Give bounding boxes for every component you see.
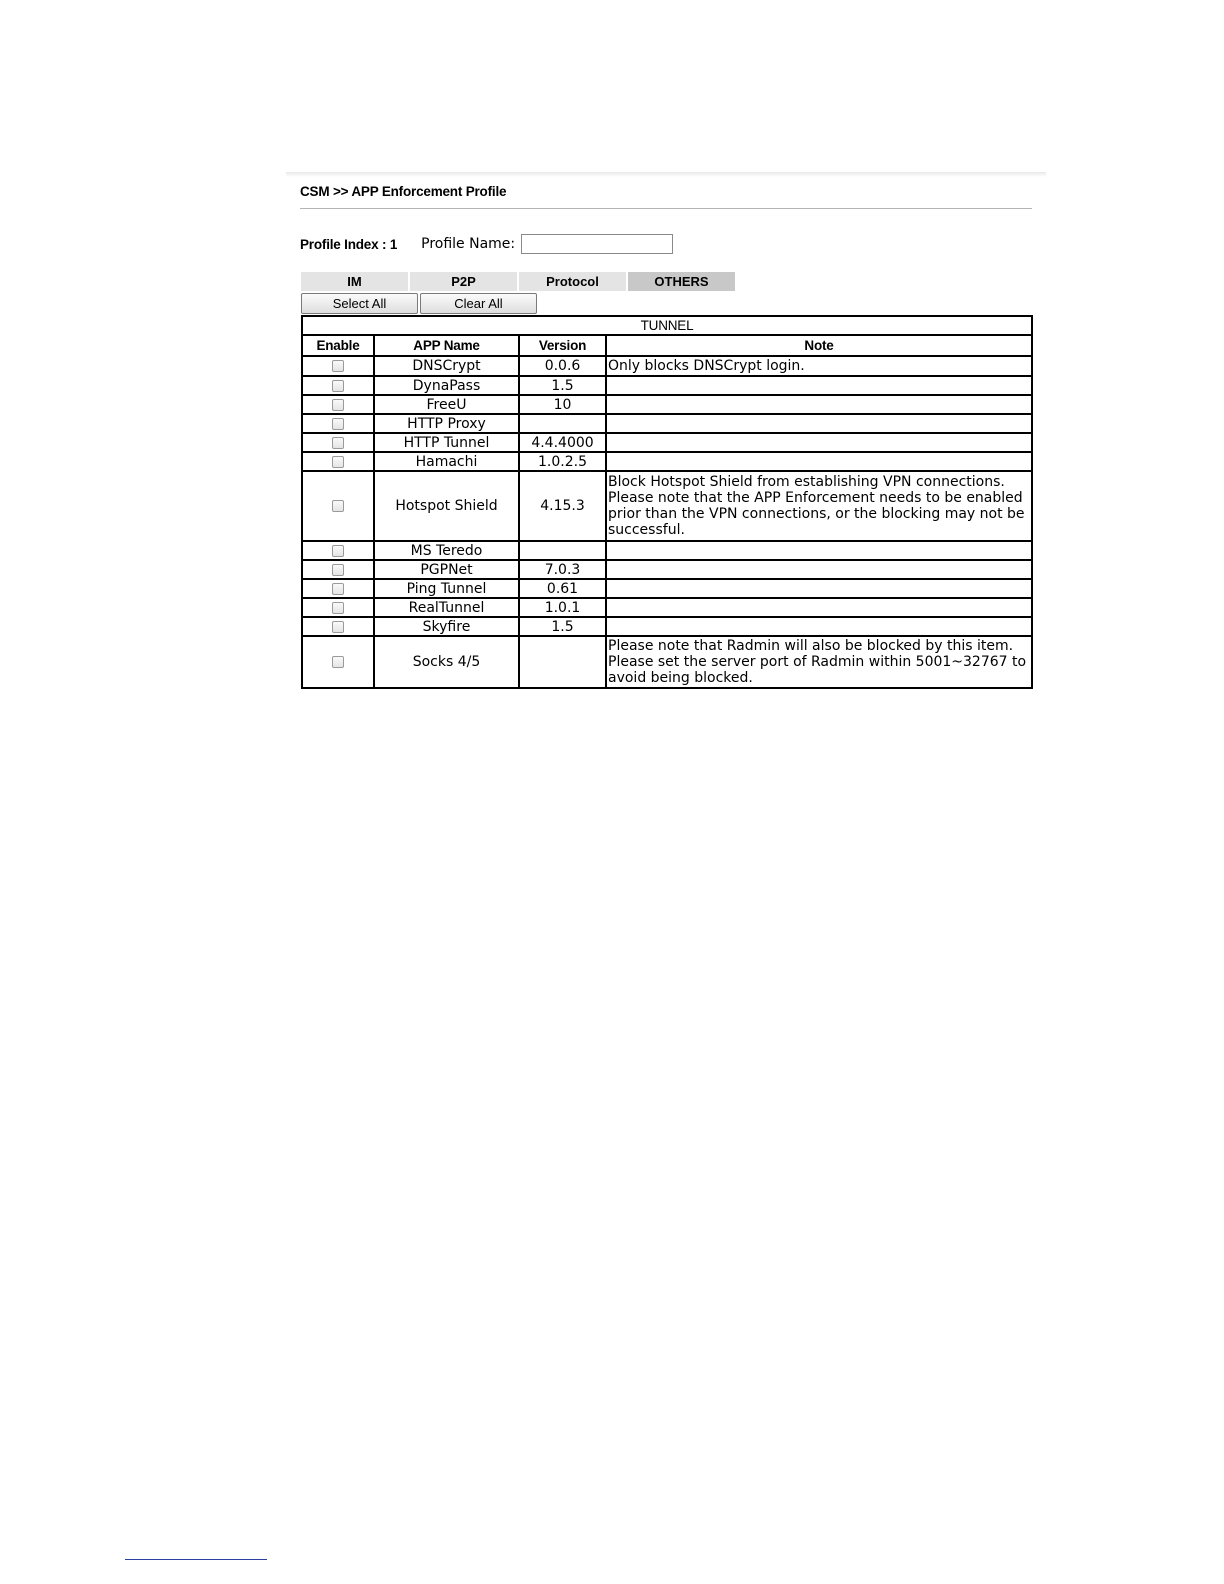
table-row xyxy=(302,471,1032,541)
tab-protocol[interactable]: Protocol xyxy=(519,272,626,291)
note-cell xyxy=(606,433,1032,452)
version-cell: 10 xyxy=(519,395,606,414)
version-cell xyxy=(519,414,606,433)
app-name-cell: DynaPass xyxy=(374,376,519,395)
table-row xyxy=(302,433,1032,452)
tab-im[interactable]: IM xyxy=(301,272,408,291)
version-cell: 7.0.3 xyxy=(519,560,606,579)
app-name-cell: Skyfire xyxy=(374,617,519,636)
version-cell: 1.5 xyxy=(519,376,606,395)
header-divider xyxy=(300,208,1032,209)
tab-p2p[interactable]: P2P xyxy=(410,272,517,291)
app-name-cell: FreeU xyxy=(374,395,519,414)
table-row xyxy=(302,414,1032,433)
enable-checkbox[interactable] xyxy=(332,545,344,557)
app-name-cell: PGPNet xyxy=(374,560,519,579)
table-row xyxy=(302,452,1032,471)
profile-name-input[interactable] xyxy=(521,234,673,254)
note-cell xyxy=(606,560,1032,579)
app-name-cell: Socks 4/5 xyxy=(374,636,519,688)
enable-checkbox[interactable] xyxy=(332,456,344,468)
footnote-rule xyxy=(125,1559,267,1560)
note-cell xyxy=(606,541,1032,560)
selection-buttons xyxy=(301,293,539,314)
enable-checkbox[interactable] xyxy=(332,621,344,633)
table-row xyxy=(302,636,1032,688)
enable-cell xyxy=(302,356,374,376)
table-row xyxy=(302,579,1032,598)
enable-checkbox[interactable] xyxy=(332,500,344,512)
enable-checkbox[interactable] xyxy=(332,399,344,411)
enable-checkbox[interactable] xyxy=(332,602,344,614)
table-row xyxy=(302,598,1032,617)
enable-checkbox[interactable] xyxy=(332,656,344,668)
note-cell xyxy=(606,598,1032,617)
note-cell: Please note that Radmin will also be blocked by this item. Please set the server port of Radmin within 5001~32767 to avoid being blocked. xyxy=(606,636,1032,688)
version-cell: 1.5 xyxy=(519,617,606,636)
note-cell xyxy=(606,414,1032,433)
table-row xyxy=(302,560,1032,579)
enable-cell xyxy=(302,376,374,395)
enable-cell xyxy=(302,433,374,452)
table-row xyxy=(302,356,1032,376)
enable-cell xyxy=(302,471,374,541)
clear-all-button[interactable]: Clear All xyxy=(420,293,537,314)
enable-cell xyxy=(302,541,374,560)
note-cell: Only blocks DNSCrypt login. xyxy=(606,356,1032,376)
table-row xyxy=(302,541,1032,560)
header-version: Version xyxy=(519,335,606,356)
app-name-cell: RealTunnel xyxy=(374,598,519,617)
app-name-cell: DNSCrypt xyxy=(374,356,519,376)
header-enable: Enable xyxy=(302,335,374,356)
enable-cell xyxy=(302,560,374,579)
version-cell: 4.4.4000 xyxy=(519,433,606,452)
enable-cell xyxy=(302,617,374,636)
table-row xyxy=(302,617,1032,636)
app-enforcement-screenshot xyxy=(286,172,1046,726)
header-app-name: APP Name xyxy=(374,335,519,356)
enable-checkbox[interactable] xyxy=(332,583,344,595)
app-name-cell: Ping Tunnel xyxy=(374,579,519,598)
breadcrumb: CSM >> APP Enforcement Profile xyxy=(300,184,507,199)
enable-cell xyxy=(302,414,374,433)
note-cell xyxy=(606,376,1032,395)
enable-cell xyxy=(302,395,374,414)
category-tabs xyxy=(301,272,737,291)
app-name-cell: Hotspot Shield xyxy=(374,471,519,541)
profile-name-label: Profile Name: xyxy=(421,236,516,252)
note-cell xyxy=(606,579,1032,598)
version-cell: 1.0.2.5 xyxy=(519,452,606,471)
table-row xyxy=(302,395,1032,414)
enable-checkbox[interactable] xyxy=(332,564,344,576)
app-table xyxy=(301,315,1033,689)
version-cell: 0.0.6 xyxy=(519,356,606,376)
app-name-cell: HTTP Proxy xyxy=(374,414,519,433)
version-cell xyxy=(519,636,606,688)
app-name-cell: Hamachi xyxy=(374,452,519,471)
note-cell xyxy=(606,617,1032,636)
tab-others[interactable]: OTHERS xyxy=(628,272,735,291)
enable-checkbox[interactable] xyxy=(332,437,344,449)
app-name-cell: HTTP Tunnel xyxy=(374,433,519,452)
enable-checkbox[interactable] xyxy=(332,380,344,392)
select-all-button[interactable]: Select All xyxy=(301,293,418,314)
enable-cell xyxy=(302,452,374,471)
note-cell: Block Hotspot Shield from establishing VPN connections. Please note that the APP Enforcement needs to be enabled prior than the VPN connections, or the blocking may not be successful. xyxy=(606,471,1032,541)
profile-row xyxy=(300,232,673,256)
profile-index-label: Profile Index : 1 xyxy=(300,236,398,252)
table-row xyxy=(302,376,1032,395)
app-name-cell: MS Teredo xyxy=(374,541,519,560)
version-cell: 0.61 xyxy=(519,579,606,598)
note-cell xyxy=(606,395,1032,414)
version-cell xyxy=(519,541,606,560)
note-cell xyxy=(606,452,1032,471)
enable-cell xyxy=(302,579,374,598)
version-cell: 1.0.1 xyxy=(519,598,606,617)
enable-checkbox[interactable] xyxy=(332,418,344,430)
bottom-fade xyxy=(286,696,1046,726)
enable-cell xyxy=(302,598,374,617)
section-title: TUNNEL xyxy=(302,316,1032,335)
enable-cell xyxy=(302,636,374,688)
header-note: Note xyxy=(606,335,1032,356)
version-cell: 4.15.3 xyxy=(519,471,606,541)
enable-checkbox[interactable] xyxy=(332,360,344,372)
